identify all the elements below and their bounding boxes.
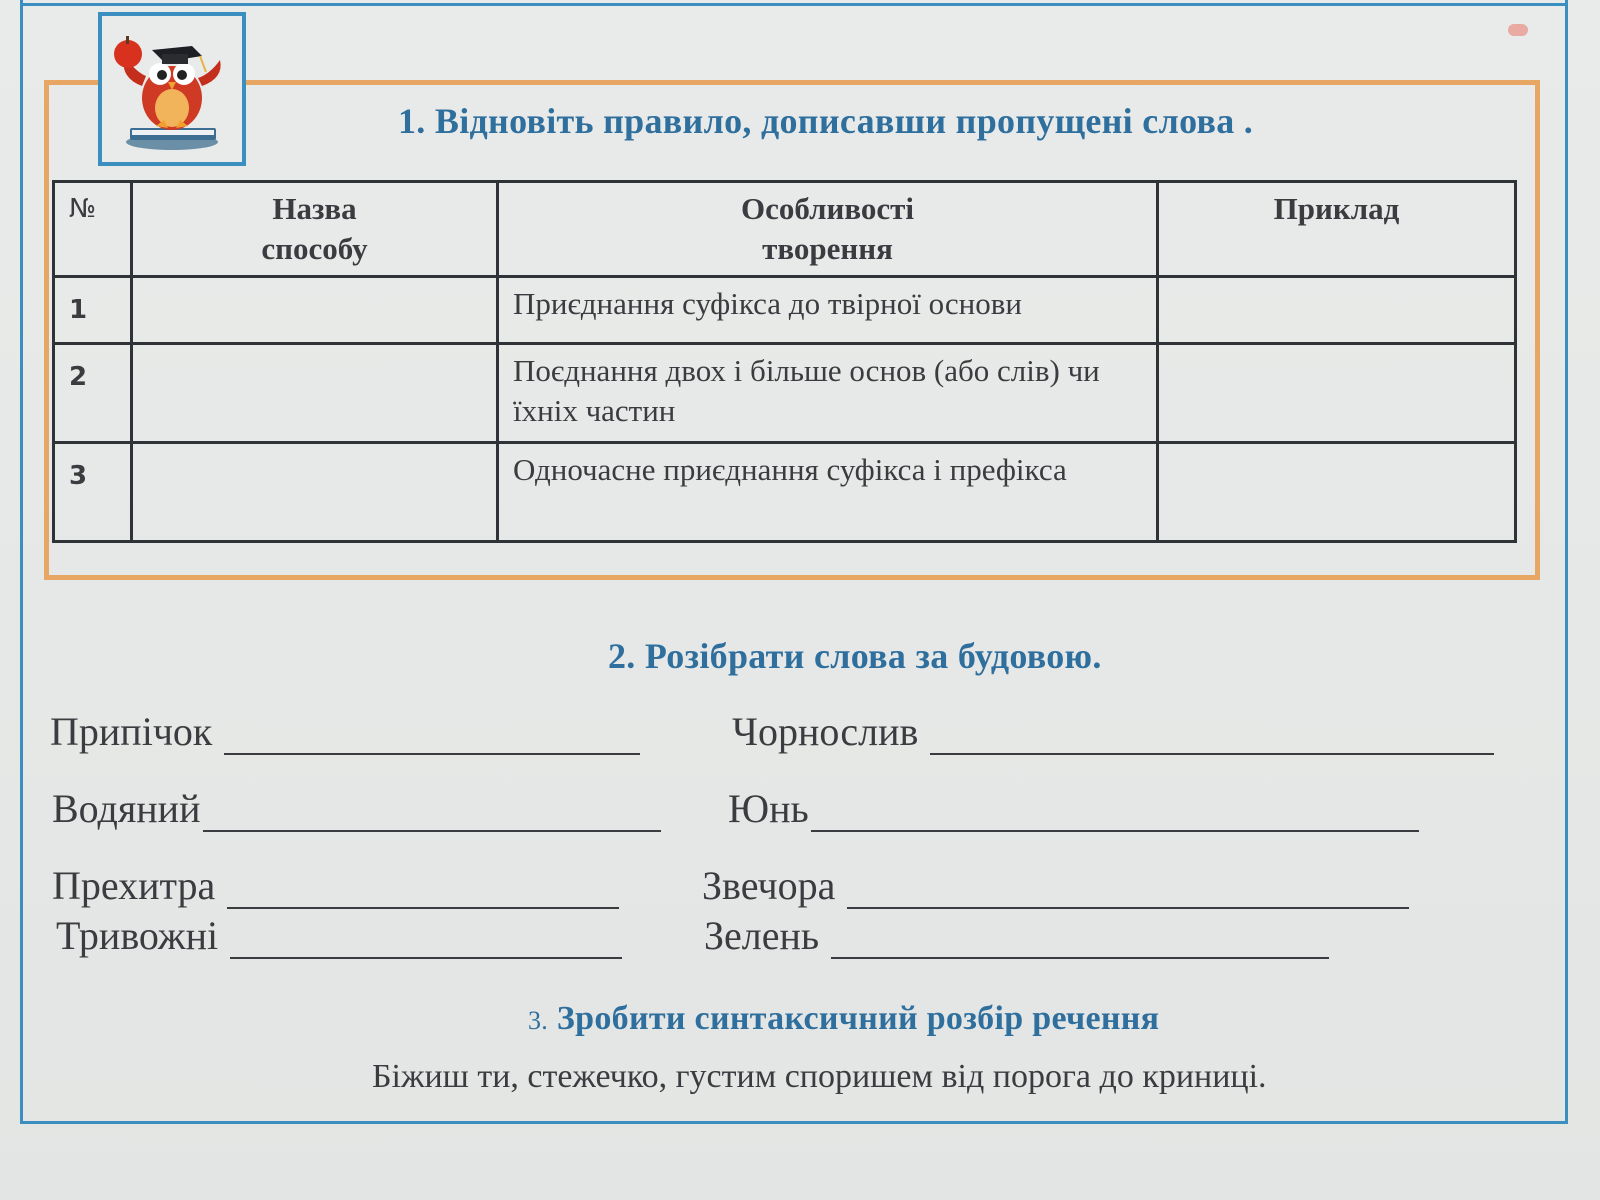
- features-cell: Поєднання двох і більше основ (або слів) чи їхніх частин: [498, 344, 1158, 443]
- answer-line[interactable]: [831, 927, 1329, 959]
- word-label: Прехитра: [52, 863, 216, 908]
- features-cell: Приєднання суфікса до твірної основи: [498, 277, 1158, 344]
- word-label: Зелень: [704, 913, 820, 958]
- features-cell: Одночасне приєднання суфікса і префікса: [498, 443, 1158, 542]
- row-number: 1: [54, 277, 132, 344]
- word-item: [56, 912, 622, 959]
- word-label: Припічок: [50, 709, 213, 754]
- method-name-cell[interactable]: [132, 443, 498, 542]
- header-method-name-text: Назва способу: [261, 191, 368, 266]
- answer-line[interactable]: [224, 723, 640, 755]
- header-method-name: [132, 182, 498, 277]
- answer-line[interactable]: [230, 927, 622, 959]
- exercise3-sentence: Біжиш ти, стежечко, густим споришем від порога до криниці.: [372, 1058, 1267, 1095]
- exercise3-title: [528, 1000, 1159, 1038]
- exercise1-title: 1. Відновіть правило, дописавши пропущені слова .: [398, 101, 1254, 141]
- corner-mark: [1508, 24, 1528, 36]
- word-label: Юнь: [728, 786, 809, 831]
- row-number: 3: [54, 443, 132, 542]
- method-name-cell[interactable]: [132, 344, 498, 443]
- table-header-row: [54, 182, 1516, 277]
- word-item: [732, 708, 1494, 755]
- header-features-text: Особливості творення: [741, 191, 914, 266]
- example-cell[interactable]: [1158, 277, 1516, 344]
- word-label: Чорнослив: [732, 709, 919, 754]
- word-label: Тривожні: [56, 913, 219, 958]
- answer-line[interactable]: [203, 800, 661, 832]
- answer-line[interactable]: [847, 877, 1409, 909]
- example-cell[interactable]: [1158, 443, 1516, 542]
- owl-mascot-icon: [98, 12, 246, 166]
- exercise3-number: 3.: [528, 1006, 549, 1035]
- exercise2-title: 2. Розібрати слова за будовою.: [608, 636, 1102, 676]
- word-item: [702, 862, 1409, 909]
- word-item: [704, 912, 1329, 959]
- table-row: [54, 443, 1516, 542]
- exercise3-title-text: Зробити синтаксичний розбір речення: [556, 1000, 1160, 1037]
- table-row: [54, 344, 1516, 443]
- method-name-cell[interactable]: [132, 277, 498, 344]
- header-example: Приклад: [1158, 182, 1516, 277]
- example-cell[interactable]: [1158, 344, 1516, 443]
- answer-line[interactable]: [930, 723, 1494, 755]
- word-item: [52, 785, 661, 832]
- word-item: [52, 862, 619, 909]
- word-label: Водяний: [52, 786, 201, 831]
- word-item: [728, 785, 1419, 832]
- rule-table: [52, 180, 1517, 543]
- word-label: Звечора: [702, 863, 836, 908]
- header-number: №: [54, 182, 132, 277]
- answer-line[interactable]: [227, 877, 619, 909]
- header-features: [498, 182, 1158, 277]
- row-number: 2: [54, 344, 132, 443]
- answer-line[interactable]: [811, 800, 1419, 832]
- table-row: [54, 277, 1516, 344]
- word-item: [50, 708, 640, 755]
